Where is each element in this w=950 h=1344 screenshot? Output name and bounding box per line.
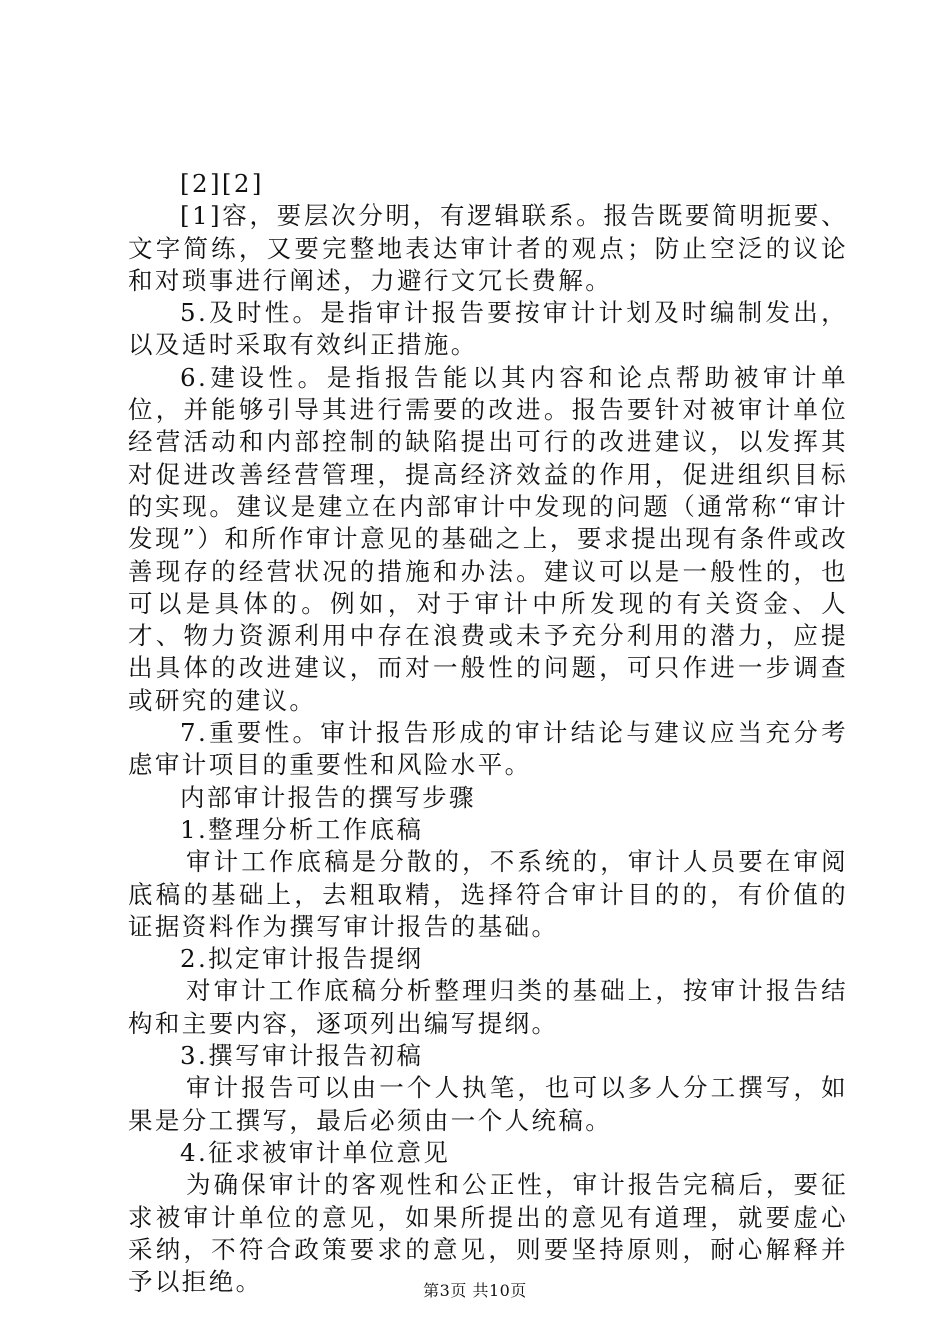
section-heading-steps: 内部审计报告的撰写步骤 <box>180 782 476 812</box>
paragraph-importance: 7.重要性。审计报告形成的审计结论与建议应当充分考虑审计项目的重要性和风险水平。 <box>128 718 848 780</box>
step-body-3: 审计报告可以由一个人执笔，也可以多人分工撰写，如果是分工撰写，最后必须由一个人统稿。 <box>128 1073 848 1135</box>
step-body-2: 对审计工作底稿分析整理归类的基础上，按审计报告结构和主要内容，逐项列出编写提纲。 <box>128 976 848 1038</box>
page-footer <box>0 1278 950 1301</box>
page-indicator: 第3页 共10页 <box>423 1281 527 1300</box>
paragraph-ref: [2][2] <box>180 169 264 198</box>
step-heading-4: 4.征求被审计单位意见 <box>180 1137 451 1167</box>
document-body <box>128 168 848 1298</box>
step-body-4: 为确保审计的客观性和公正性，审计报告完稿后，要征求被审计单位的意见，如果所提出的意见有道理，就要虚心采纳，不符合政策要求的意见，则要坚持原则，耐心解释并予以拒绝。 <box>128 1170 848 1297</box>
step-heading-3: 3.撰写审计报告初稿 <box>180 1041 424 1071</box>
paragraph-constructiveness: 6.建设性。是指报告能以其内容和论点帮助被审计单位，并能够引导其进行需要的改进。报告要针对被审计单位经营活动和内部控制的缺陷提出可行的改进建议，以发挥其对促进改善经营管理，提高经济效益的作用，促进组织目标的实现。建议是建立在内部审计中发现的问题（通常称“审计发现”）和所作审计意见的基础之上，要求提出现有条件或改善现存的经营状况的措施和办法。建议可以是一般性的，也可以是具体的。例如，对于审计中所发现的有关资金、人才、物力资源利用中存在浪费或未予充分利用的潜力，应提出具体的改进建议，而对一般性的问题，可只作进一步调查或研究的建议。 <box>128 362 848 715</box>
step-body-1: 审计工作底稿是分散的，不系统的，审计人员要在审阅底稿的基础上，去粗取精，选择符合审计目的的，有价值的证据资料作为撰写审计报告的基础。 <box>128 847 848 941</box>
paragraph-timeliness: 5.及时性。是指审计报告要按审计计划及时编制发出，以及适时采取有效纠正措施。 <box>128 298 848 360</box>
step-heading-1: 1.整理分析工作底稿 <box>180 814 424 844</box>
paragraph-content-requirement: [1]容，要层次分明，有逻辑联系。报告既要简明扼要、文字简练，又要完整地表达审计者的观点；防止空泛的议论和对琐事进行阐述，力避行文冗长费解。 <box>128 201 848 295</box>
step-heading-2: 2.拟定审计报告提纲 <box>180 944 424 974</box>
